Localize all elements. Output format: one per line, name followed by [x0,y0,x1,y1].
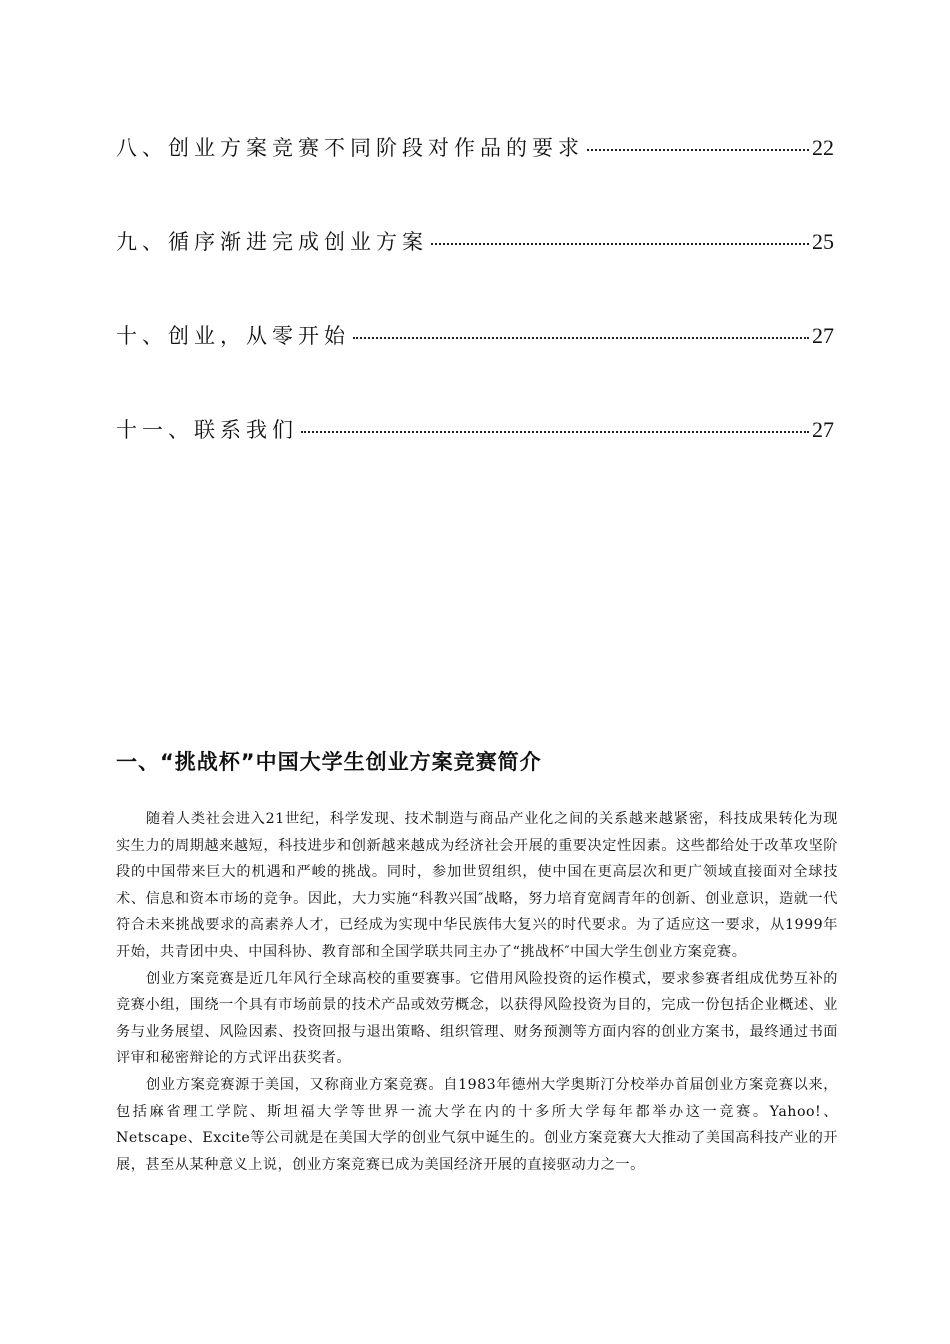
toc-entry[interactable] [116,226,834,264]
toc-entry-title: 十、创业，从零开始 [116,324,350,348]
table-of-contents [116,132,834,508]
body-paragraph: 创业方案竞赛源于美国，又称商业方案竞赛。自1983年德州大学奥斯汀分校举办首届创业方案竞赛以来，包括麻省理工学院、斯坦福大学等世界一流大学在内的十多所大学每年都举办这一竞赛。Yahoo!、Netscape、Excite等公司就是在美国大学的创业气氛中诞生的。创业方案竞赛大大推动了美国高科技产业的开展，甚至从某种意义上说，创业方案竞赛已成为美国经济开展的直接驱动力之一。 [116,1076,838,1173]
toc-dot-leader [353,337,809,339]
toc-dot-leader [431,243,809,245]
toc-entry-title: 十一、联系我们 [116,418,298,442]
toc-entry-page: 25 [812,229,834,254]
section-introduction [116,746,838,1178]
toc-entry[interactable] [116,414,834,452]
section-heading: 一、“挑战杯”中国大学生创业方案竞赛简介 [116,750,542,774]
toc-entry[interactable] [116,320,834,358]
body-paragraph: 创业方案竞赛是近几年风行全球高校的重要赛事。它借用风险投资的运作模式，要求参赛者组成优势互补的竞赛小组，围绕一个具有市场前景的技术产品或效劳概念，以获得风险投资为目的，完成一份包括企业概述、业务与业务展望、风险因素、投资回报与退出策略、组织管理、财务预测等方面内容的创业方案书，最终通过书面评审和秘密辩论的方式评出获奖者。 [116,970,838,1067]
toc-entry-page: 27 [812,417,834,442]
toc-entry-page: 27 [812,323,834,348]
toc-entry-page: 22 [812,135,834,160]
body-paragraph: 随着人类社会进入21世纪，科学发现、技术制造与商品产业化之间的关系越来越紧密，科技成果转化为现实生力的周期越来越短，科技进步和创新越来越成为经济社会开展的重要决定性因素。这些都给处于改革攻坚阶段的中国带来巨大的机遇和严峻的挑战。同时，参加世贸组织，使中国在更高层次和更广领域直接面对全球技术、信息和资本市场的竞争。因此，大力实施“科教兴国″战略，努力培育宽阔青年的创新、创业意识，造就一代符合未来挑战要求的高素养人才，已经成为实现中华民族伟大复兴的时代要求。为了适应这一要求，从1999年开始，共青团中央、中国科协、教育部和全国学联共同主办了“挑战杯″中国大学生创业方案竞赛。 [116,811,838,960]
toc-dot-leader [587,149,809,151]
toc-dot-leader [301,431,809,433]
toc-entry-title: 九、循序渐进完成创业方案 [116,230,428,254]
toc-entry-title: 八、创业方案竞赛不同阶段对作品的要求 [116,136,584,160]
toc-entry[interactable] [116,132,834,170]
